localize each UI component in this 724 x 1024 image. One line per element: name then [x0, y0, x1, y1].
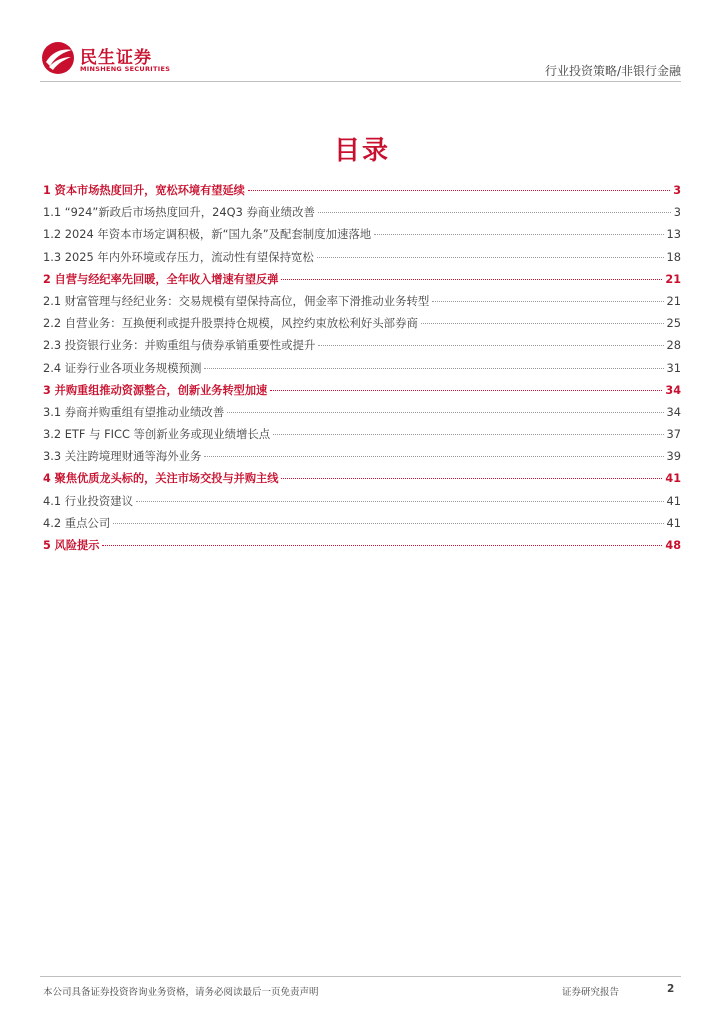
report-category: 行业投资策略/非银行金融 [544, 64, 681, 78]
toc-section-link[interactable] [43, 271, 681, 293]
brand-name-en: MINSHENG SECURITIES [80, 65, 171, 73]
toc-entry-page: 21 [665, 272, 681, 286]
toc-leader-dots [270, 390, 662, 391]
toc-section-link[interactable] [43, 382, 681, 404]
toc-subsection-link[interactable] [43, 515, 681, 537]
toc-leader-dots [374, 234, 663, 235]
toc-entry-page: 31 [666, 360, 681, 375]
toc-subsection-link[interactable] [43, 404, 681, 426]
toc-subsection-link[interactable] [43, 315, 681, 337]
toc-section-link[interactable] [43, 470, 681, 492]
toc-entry-page: 34 [665, 383, 681, 397]
toc-subsection-link[interactable] [43, 204, 681, 226]
minsheng-logo [40, 40, 180, 76]
toc-leader-dots [273, 434, 663, 435]
toc-entry-page: 41 [665, 472, 681, 486]
toc-entry-page: 13 [666, 227, 681, 242]
toc-entry-label: 2.2 自营业务：互换便利或提升股票持仓规模，风控约束放松利好头部券商 [43, 316, 418, 331]
toc-entry-label: 4.1 行业投资建议 [43, 493, 134, 508]
toc-entry-label: 3.2 ETF 与 FICC 等创新业务或现业绩增长点 [43, 427, 271, 442]
toc-entry-label: 1 资本市场热度回升，宽松环境有望延续 [43, 184, 245, 197]
footer-disclaimer: 本公司具备证券投资咨询业务资格，请务必阅读最后一页免责声明 [43, 987, 319, 998]
page-number: 2 [667, 983, 675, 995]
toc-subsection-link[interactable] [43, 448, 681, 470]
toc-entry-page: 39 [666, 449, 681, 464]
toc-entry-page: 48 [665, 539, 681, 552]
toc-leader-dots [102, 545, 662, 546]
toc-entry-label: 3.3 关注跨境理财通等海外业务 [43, 449, 202, 464]
toc-entry-page: 41 [666, 515, 681, 530]
toc-entry-label: 3.1 券商并购重组有望推动业绩改善 [43, 404, 225, 419]
toc-entry-label: 1.3 2025 年内外环境或存压力，流动性有望保持宽松 [43, 249, 314, 264]
toc-entry-label: 4 聚焦优质龙头标的，关注市场交投与并购主线 [43, 472, 279, 486]
toc-leader-dots [248, 190, 670, 191]
page-header [0, 0, 724, 84]
toc-title: 目录 [333, 136, 390, 166]
toc-entry-label: 3 并购重组推动资源整合，创新业务转型加速 [43, 383, 268, 397]
toc-entry-label: 2 自营与经纪率先回暖，全年收入增速有望反弹 [43, 272, 279, 286]
toc-leader-dots [281, 279, 662, 280]
toc-entry-label: 2.1 财富管理与经纪业务：交易规模有望保持高位，佣金率下滑推动业务转型 [43, 293, 430, 308]
toc-entry-page: 18 [666, 249, 681, 264]
toc-subsection-link[interactable] [43, 293, 681, 315]
toc-subsection-link[interactable] [43, 426, 681, 448]
toc-entry-page: 25 [666, 316, 681, 331]
toc-subsection-link[interactable] [43, 337, 681, 359]
footer-report-type: 证券研究报告 [562, 987, 620, 998]
toc-entry-page: 21 [666, 293, 681, 308]
brand-name-cn: 民生证券 [80, 48, 152, 68]
toc-subsection-link[interactable] [43, 226, 681, 248]
table-of-contents [43, 182, 681, 559]
toc-leader-dots [421, 323, 664, 324]
toc-leader-dots [318, 212, 671, 213]
toc-entry-page: 3 [673, 205, 681, 220]
toc-entry-page: 34 [666, 404, 681, 419]
toc-subsection-link[interactable] [43, 249, 681, 271]
header-divider [40, 81, 681, 82]
footer-divider [40, 976, 681, 977]
toc-leader-dots [227, 412, 663, 413]
toc-entry-label: 1.1 “924”新政后市场热度回升，24Q3 券商业绩改善 [43, 205, 315, 220]
toc-leader-dots [318, 345, 663, 346]
toc-section-link[interactable] [43, 182, 681, 204]
toc-entry-label: 4.2 重点公司 [43, 515, 111, 530]
toc-leader-dots [204, 368, 663, 369]
toc-leader-dots [317, 257, 664, 258]
toc-entry-page: 37 [666, 427, 681, 442]
toc-entry-page: 41 [666, 493, 681, 508]
toc-entry-label: 1.2 2024 年资本市场定调积极，新“国九条”及配套制度加速落地 [43, 227, 372, 242]
toc-entry-page: 3 [673, 184, 681, 197]
toc-leader-dots [204, 456, 663, 457]
toc-entry-label: 2.4 证券行业各项业务规模预测 [43, 360, 202, 375]
toc-leader-dots [113, 523, 663, 524]
toc-section-link[interactable] [43, 537, 681, 559]
toc-subsection-link[interactable] [43, 493, 681, 515]
toc-leader-dots [136, 501, 663, 502]
toc-subsection-link[interactable] [43, 360, 681, 382]
toc-leader-dots [281, 478, 662, 479]
toc-entry-page: 28 [666, 338, 681, 353]
toc-entry-label: 2.3 投资银行业务：并购重组与债券承销重要性或提升 [43, 338, 316, 353]
toc-leader-dots [432, 301, 663, 302]
toc-entry-label: 5 风险提示 [43, 539, 100, 552]
minsheng-logo-mark-icon [40, 40, 76, 76]
